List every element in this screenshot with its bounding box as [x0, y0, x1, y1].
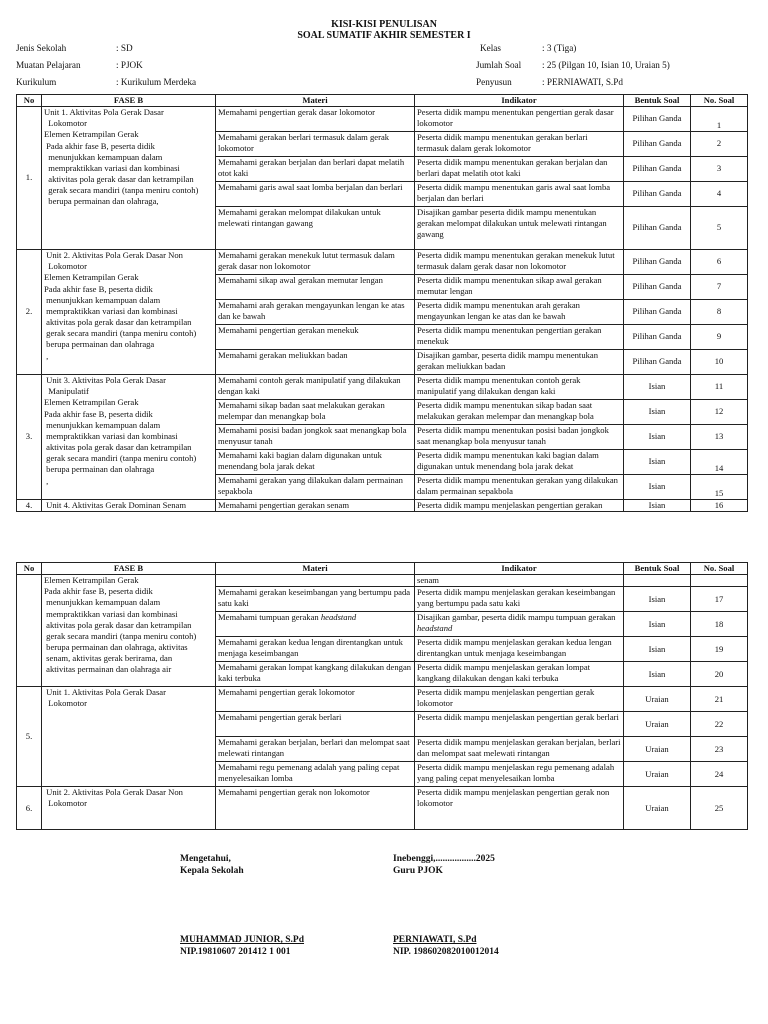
materi-cell — [216, 575, 415, 587]
bentuk-cell: Pilihan Ganda — [624, 350, 691, 375]
nosoal-cell: 23 — [691, 737, 748, 762]
materi-cell: Memahami arah gerakan mengayunkan lengan ke atas dan ke bawah — [216, 300, 415, 325]
bentuk-cell — [624, 575, 691, 587]
indikator-cell: Peserta didik mampu menentukan gerakan yang dilakukan dalam permainan sepakbola — [415, 475, 624, 500]
fase-cell: Unit 2. Aktivitas Pola Gerak Dasar Non Lokomotor — [42, 787, 216, 830]
penyusun-value: : PERNIAWATI, S.Pd — [542, 77, 623, 87]
nosoal-cell: 16 — [691, 500, 748, 512]
indikator-cell: Peserta didik mampu menentukan sikap awal gerakan memutar lengan — [415, 275, 624, 300]
materi-cell: Memahami pengertian gerakan senam — [216, 500, 415, 512]
kelas-label: Kelas — [480, 43, 501, 53]
fase-cell: Unit 1. Aktivitas Pola Gerak Dasar Lokomotor Elemen Ketrampilan Gerak Pada akhir fase B, peserta didik menunjukkan kemampuan dalam mempraktikkan variasi dan kombinasi aktivitas pola gerak dasar dan ketrampilan gerak secara mandiri (tanpa meniru contoh) berupa permainan dan olahraga, — [42, 107, 216, 250]
indikator-cell: senam — [415, 575, 624, 587]
indikator-cell: Peserta didik mampu menentukan garis awal saat lomba berjalan dan berlari — [415, 182, 624, 207]
table-row — [17, 250, 748, 275]
materi-cell: Memahami gerakan lompat kangkang dilakukan dengan kaki terbuka — [216, 662, 415, 687]
materi-cell: Memahami gerakan yang dilakukan dalam permainan sepakbola — [216, 475, 415, 500]
col-indikator: Indikator — [415, 95, 624, 107]
indikator-cell: Disajikan gambar, peserta didik mampu menentukan gerakan meliukkan badan — [415, 350, 624, 375]
nosoal-cell: 12 — [691, 400, 748, 425]
materi-cell: Memahami posisi badan jongkok saat menangkap bola menyusur tanah — [216, 425, 415, 450]
nosoal-cell: 5 — [691, 207, 748, 250]
nosoal-cell: 18 — [691, 612, 748, 637]
nosoal-cell: 17 — [691, 587, 748, 612]
jenis-label: Jenis Sekolah — [16, 43, 67, 53]
materi-cell: Memahami gerakan berjalan dan berlari dapat melatih otot kaki — [216, 157, 415, 182]
nosoal-cell: 1 — [691, 107, 748, 132]
materi-cell: Memahami sikap badan saat melakukan gerakan melempar dan menangkap bola — [216, 400, 415, 425]
nosoal-cell: 3 — [691, 157, 748, 182]
bentuk-cell: Isian — [624, 425, 691, 450]
sig-right-line1: Inebenggi,.................2025 — [393, 854, 495, 864]
doc-title: KISI-KISI PENULISAN — [331, 19, 437, 30]
materi-text: Memahami tumpuan gerakan — [218, 612, 321, 623]
bentuk-cell: Pilihan Ganda — [624, 157, 691, 182]
signature-left — [180, 853, 244, 877]
materi-cell: Memahami kaki bagian dalam digunakan untuk menendang bola jarak dekat — [216, 450, 415, 475]
nosoal-cell: 8 — [691, 300, 748, 325]
indikator-cell: Peserta didik mampu menentukan contoh gerak manipulatif yang dilakukan dengan kaki — [415, 375, 624, 400]
materi-cell: Memahami sikap awal gerakan memutar lengan — [216, 275, 415, 300]
indikator-cell: Peserta didik mampu menentukan gerakan menekuk lutut termasuk dalam gerak dasar non lokomotor — [415, 250, 624, 275]
col-materi: Materi — [216, 95, 415, 107]
bentuk-cell: Isian — [624, 612, 691, 637]
materi-cell: Memahami contoh gerak manipulatif yang dilakukan dengan kaki — [216, 375, 415, 400]
signature-right-name — [393, 934, 499, 958]
nosoal-cell: 15 — [691, 475, 748, 500]
indikator-cell: Peserta didik mampu menjelaskan pengertian gerakan — [415, 500, 624, 512]
nosoal-cell — [691, 575, 748, 587]
bentuk-cell: Pilihan Ganda — [624, 182, 691, 207]
signature-left-name — [180, 934, 304, 958]
materi-cell — [216, 612, 415, 637]
kisi-table-page2 — [16, 562, 748, 830]
bentuk-cell: Isian — [624, 475, 691, 500]
jenis-value: : SD — [116, 43, 133, 53]
table-row — [17, 575, 748, 587]
indikator-cell: Peserta didik mampu menentukan gerakan berjalan dan berlari dapat melatih otot kaki — [415, 157, 624, 182]
row-number: 2. — [17, 250, 42, 375]
kisi-table-page1 — [16, 94, 748, 512]
col-nosoal: No. Soal — [691, 563, 748, 575]
nosoal-cell: 9 — [691, 325, 748, 350]
bentuk-cell: Uraian — [624, 687, 691, 712]
materi-cell: Memahami gerakan keseimbangan yang bertumpu pada satu kaki — [216, 587, 415, 612]
sig-left-line1: Mengetahui, — [180, 854, 231, 864]
fase-cell: Unit 4. Aktivitas Gerak Dominan Senam — [42, 500, 216, 512]
bentuk-cell: Pilihan Ganda — [624, 250, 691, 275]
materi-cell: Memahami pengertian gerak dasar lokomotor — [216, 107, 415, 132]
penyusun-label: Penyusun — [476, 77, 512, 87]
col-nosoal: No. Soal — [691, 95, 748, 107]
bentuk-cell: Isian — [624, 450, 691, 475]
nosoal-cell: 4 — [691, 182, 748, 207]
sig-left-name: MUHAMMAD JUNIOR, S.Pd — [180, 935, 305, 945]
materi-italic: headstand — [320, 612, 357, 623]
bentuk-cell: Isian — [624, 400, 691, 425]
indikator-cell: Peserta didik mampu menjelaskan gerakan berjalan, berlari dan melompat saat melewati rintangan — [415, 737, 624, 762]
sig-right-line2: Guru PJOK — [393, 866, 443, 876]
bentuk-cell: Pilihan Ganda — [624, 132, 691, 157]
muatan-label: Muatan Pelajaran — [16, 60, 81, 70]
bentuk-cell: Isian — [624, 662, 691, 687]
bentuk-cell: Pilihan Ganda — [624, 300, 691, 325]
nosoal-cell: 13 — [691, 425, 748, 450]
materi-cell: Memahami pengertian gerakan menekuk — [216, 325, 415, 350]
indikator-cell: Peserta didik mampu menjelaskan regu pemenang adalah yang paling cepat menyelesaikan lomba — [415, 762, 624, 787]
nosoal-cell: 10 — [691, 350, 748, 375]
nosoal-cell: 20 — [691, 662, 748, 687]
materi-cell: Memahami gerakan meliukkan badan — [216, 350, 415, 375]
sig-left-nip: NIP.19810607 201412 1 001 — [180, 947, 291, 957]
sig-right-name: PERNIAWATI, S.Pd — [393, 935, 477, 945]
col-bentuk: Bentuk Soal — [624, 95, 691, 107]
indikator-cell: Peserta didik mampu menentukan arah gerakan mengayunkan lengan ke atas dan ke bawah — [415, 300, 624, 325]
indikator-text: Disajikan gambar, peserta didik mampu tumpuan gerakan — [417, 612, 616, 623]
nosoal-cell: 7 — [691, 275, 748, 300]
nosoal-cell: 2 — [691, 132, 748, 157]
kelas-value: : 3 (Tiga) — [542, 43, 577, 53]
col-bentuk: Bentuk Soal — [624, 563, 691, 575]
indikator-cell: Peserta didik mampu menentukan kaki bagian dalam digunakan untuk menendang bola jarak dekat — [415, 450, 624, 475]
nosoal-cell: 6 — [691, 250, 748, 275]
indikator-cell: Peserta didik mampu menjelaskan gerakan kedua lengan direntangkan untuk menjaga keseimbangan — [415, 637, 624, 662]
indikator-cell: Peserta didik mampu menentukan pengertian gerak dasar lokomotor — [415, 107, 624, 132]
bentuk-cell: Pilihan Ganda — [624, 275, 691, 300]
bentuk-cell: Uraian — [624, 737, 691, 762]
table-row — [17, 787, 748, 830]
bentuk-cell: Uraian — [624, 787, 691, 830]
materi-cell: Memahami pengertian gerak lokomotor — [216, 687, 415, 712]
sig-left-line2: Kepala Sekolah — [180, 866, 244, 876]
nosoal-cell: 24 — [691, 762, 748, 787]
signature-right — [393, 853, 495, 877]
indikator-cell: Peserta didik mampu menentukan sikap badan saat melakukan gerakan melempar dan menangkap bola — [415, 400, 624, 425]
bentuk-cell: Uraian — [624, 762, 691, 787]
bentuk-cell: Pilihan Ganda — [624, 207, 691, 250]
fase-cell: Elemen Ketrampilan Gerak Pada akhir fase B, peserta didik menunjukkan kemampuan dalam mempraktikkan variasi dan kombinasi aktivitas pola gerak dasar dan ketrampilan gerak secara mandiri (tanpa meniru contoh) berupa permainan dan olahraga, aktivitas senam, aktivitas gerak berirama, dan aktivitas permainan dan olahraga air — [42, 575, 216, 687]
indikator-cell: Peserta didik mampu menjelaskan gerakan lompat kangkang dilakukan dengan kaki terbuka — [415, 662, 624, 687]
doc-subtitle: SOAL SUMATIF AKHIR SEMESTER I — [297, 30, 471, 41]
col-no: No — [17, 563, 42, 575]
nosoal-cell: 22 — [691, 712, 748, 737]
nosoal-cell: 25 — [691, 787, 748, 830]
nosoal-cell: 19 — [691, 637, 748, 662]
indikator-cell: Peserta didik mampu menjelaskan gerakan keseimbangan yang bertumpu pada satu kaki — [415, 587, 624, 612]
kurikulum-value: : Kurikulum Merdeka — [116, 77, 197, 87]
row-number: 5. — [17, 687, 42, 787]
indikator-cell: Peserta didik mampu menentukan posisi badan jongkok saat menangkap bola menyusur tanah — [415, 425, 624, 450]
fase-cell: Unit 1. Aktivitas Pola Gerak Dasar Lokomotor — [42, 687, 216, 787]
nosoal-cell: 21 — [691, 687, 748, 712]
nosoal-cell: 11 — [691, 375, 748, 400]
kurikulum-label: Kurikulum — [16, 77, 57, 87]
row-number: 1. — [17, 107, 42, 250]
materi-cell: Memahami regu pemenang adalah yang paling cepat menyelesaikan lomba — [216, 762, 415, 787]
bentuk-cell: Isian — [624, 375, 691, 400]
fase-cell: Unit 2. Aktivitas Pola Gerak Dasar Non Lokomotor Elemen Ketrampilan Gerak Pada akhir fase B, peserta didik menunjukkan kemampuan dalam mempraktikkan variasi dan kombinasi aktivitas pola gerak dasar dan ketrampilan gerak secara mandiri (tanpa meniru contoh) berupa permainan dan olahraga , — [42, 250, 216, 375]
row-number: 3. — [17, 375, 42, 500]
row-number: 4. — [17, 500, 42, 512]
indikator-cell: Peserta didik mampu menentukan gerakan berlari termasuk dalam gerak lokomotor — [415, 132, 624, 157]
sig-right-nip: NIP. 198602082010012014 — [393, 947, 499, 957]
indikator-cell: Disajikan gambar peserta didik mampu menentukan gerakan melompat dilakukan untuk melewati rintangan gawang — [415, 207, 624, 250]
materi-cell: Memahami pengertian gerak berlari — [216, 712, 415, 737]
materi-cell: Memahami gerakan berlari termasuk dalam gerak lokomotor — [216, 132, 415, 157]
fase-cell: Unit 3. Aktivitas Pola Gerak Dasar Manipulatif Elemen Ketrampilan Gerak Pada akhir fase B, peserta didik menunjukkan kemampuan dalam mempraktikkan variasi dan kombinasi aktivitas pola gerak dasar dan ketrampilan gerak secara mandiri (tanpa meniru contoh) berupa permainan dan olahraga , — [42, 375, 216, 500]
muatan-value: : PJOK — [116, 60, 143, 70]
bentuk-cell: Pilihan Ganda — [624, 107, 691, 132]
row-number — [17, 575, 42, 687]
table-row — [17, 107, 748, 132]
nosoal-cell: 14 — [691, 450, 748, 475]
indikator-cell: Peserta didik mampu menjelaskan pengertian gerak lokomotor — [415, 687, 624, 712]
indikator-cell: Peserta didik mampu menjelaskan pengertian gerak berlari — [415, 712, 624, 737]
table-header-row — [17, 563, 748, 575]
materi-cell: Memahami garis awal saat lomba berjalan dan berlari — [216, 182, 415, 207]
row-number: 6. — [17, 787, 42, 830]
col-indikator: Indikator — [415, 563, 624, 575]
col-fase: FASE B — [42, 563, 216, 575]
indikator-cell — [415, 612, 624, 637]
jumlah-label: Jumlah Soal — [476, 60, 522, 70]
table-row — [17, 687, 748, 712]
table-row — [17, 500, 748, 512]
bentuk-cell: Isian — [624, 500, 691, 512]
table-header-row — [17, 95, 748, 107]
materi-cell: Memahami pengertian gerak non lokomotor — [216, 787, 415, 830]
materi-cell: Memahami gerakan melompat dilakukan untuk melewati rintangan gawang — [216, 207, 415, 250]
indikator-cell: Peserta didik mampu menjelaskan pengertian gerak non lokomotor — [415, 787, 624, 830]
col-no: No — [17, 95, 42, 107]
materi-cell: Memahami gerakan menekuk lutut termasuk dalam gerak dasar non lokomotor — [216, 250, 415, 275]
table-row — [17, 375, 748, 400]
col-fase: FASE B — [42, 95, 216, 107]
jumlah-value: : 25 (Pilgan 10, Isian 10, Uraian 5) — [542, 60, 670, 70]
col-materi: Materi — [216, 563, 415, 575]
bentuk-cell: Uraian — [624, 712, 691, 737]
materi-cell: Memahami gerakan kedua lengan direntangkan untuk menjaga keseimbangan — [216, 637, 415, 662]
bentuk-cell: Isian — [624, 637, 691, 662]
bentuk-cell: Pilihan Ganda — [624, 325, 691, 350]
bentuk-cell: Isian — [624, 587, 691, 612]
materi-cell: Memahami gerakan berjalan, berlari dan melompat saat melewati rintangan — [216, 737, 415, 762]
indikator-italic: headstand — [417, 623, 453, 634]
indikator-cell: Peserta didik mampu menentukan pengertian gerakan menekuk — [415, 325, 624, 350]
